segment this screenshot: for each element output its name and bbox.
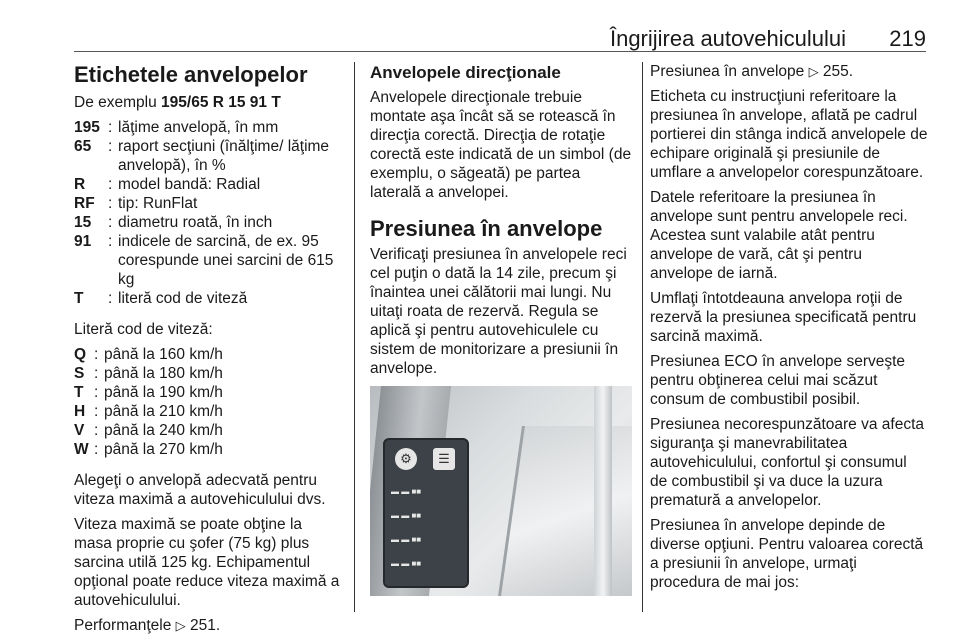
- door-edge: [594, 386, 612, 596]
- definition-sep: :: [108, 138, 113, 155]
- paragraph-max-speed: Viteza maximă se poate obţine la masa proprie cu şofer (75 kg) plus sarcina utilă 125 kg. Echipamentul opţional poate reduce viteza maximă a autovehiculului.: [74, 516, 340, 609]
- paragraph-check-pressure: Verificaţi presiunea în anvelopele reci cel puţin o dată la 14 zile, precum şi înaintea unei călătorii mai lungi. Nu uitaţi roata de rezervă. Regula se aplică şi pentru autovehiculele cu sistem de monitorizare a presiunii în anvelope.: [370, 246, 627, 377]
- header-rule: [74, 51, 926, 52]
- paragraph-cold-tyres: Datele referitoare la presiunea în anvelope sunt pentru anvelopele reci. Acestea sunt valabile atât pentru anvelope de vară, cât şi pentru anvelope de iarnă.: [650, 189, 908, 282]
- pressure-ref-text: Presiunea în anvelope: [650, 63, 805, 80]
- section-heading-tyre-labels: Etichetele anvelopelor: [74, 62, 308, 87]
- definition-key: H: [74, 403, 86, 420]
- sticker-row-4: ▬ ▬ ■■: [391, 559, 422, 568]
- definition-value: până la 210 km/h: [104, 403, 223, 420]
- paragraph-eco-pressure: Presiunea ECO în anvelope serveşte pentru obţinerea celui mai scăzut consum de combustibil posibil.: [650, 353, 906, 408]
- definition-key: 15: [74, 214, 92, 231]
- definition-sep: :: [108, 176, 113, 193]
- column-right: [650, 62, 928, 598]
- sticker-row-3: ▬ ▬ ■■: [391, 535, 422, 544]
- page-number: 219: [889, 26, 926, 51]
- paragraph-pressure-ref: [650, 62, 928, 81]
- sticker-row-1: ▬ ▬ ■■: [391, 487, 422, 496]
- definition-key: RF: [74, 195, 95, 212]
- definition-value: literă cod de viteză: [118, 290, 248, 307]
- definition-key: R: [74, 176, 86, 193]
- definition-sep: :: [108, 233, 113, 250]
- page-reference-arrow-icon: ▷: [175, 618, 186, 633]
- example-prefix: De exemplu: [74, 94, 157, 111]
- paragraph-performance-ref: [74, 616, 344, 635]
- definition-value: până la 160 km/h: [104, 346, 223, 363]
- example-line: [74, 93, 344, 112]
- manual-book-icon: ☰: [433, 448, 455, 470]
- page-header: [74, 26, 926, 50]
- speed-code-list: [74, 345, 344, 459]
- tyre-icon: ⚙: [395, 448, 417, 470]
- column-divider-1: [354, 62, 355, 612]
- definition-key: W: [74, 441, 89, 458]
- definition-key: 195: [74, 119, 100, 136]
- definition-value: indicele de sarcină, de ex. 95 corespunde unei sarcini de 615 kg: [118, 233, 334, 288]
- definition-key: 65: [74, 138, 92, 155]
- definition-key: V: [74, 422, 85, 439]
- definition-sep: :: [94, 365, 99, 382]
- definition-sep: :: [94, 422, 99, 439]
- column-middle: [370, 62, 632, 596]
- sticker-row-2: ▬ ▬ ■■: [391, 511, 422, 520]
- paragraph-directional: Anvelopele direcţionale trebuie montate aşa încât să se rotească în direcţia corectă. Direcţia de rotaţie corectă este indicată de un simbol (de exemplu, o săgeată) pe partea laterală a anvelopei.: [370, 89, 632, 201]
- speed-code-intro: Literă cod de viteză:: [74, 321, 213, 338]
- tyre-pressure-sticker: [383, 438, 469, 588]
- paragraph-incorrect-pressure: Presiunea necorespunzătoare va afecta siguranţa şi manevrabilitatea autovehiculului, confortul şi consumul de combustibil şi va duce la uzura prematură a anvelopelor.: [650, 416, 925, 509]
- definition-sep: :: [94, 384, 99, 401]
- section-heading-directional-tyres: Anvelopele direcţionale: [370, 63, 561, 82]
- definition-value: tip: RunFlat: [118, 195, 198, 212]
- definition-key: 91: [74, 233, 92, 250]
- section-heading-tyre-pressure: Presiunea în anvelope: [370, 216, 603, 241]
- paragraph-pressure-options: Presiunea în anvelope depinde de diverse opţiuni. Pentru valoarea corectă a presiunii în anvelope, urmaţi procedura de mai jos:: [650, 517, 924, 591]
- pressure-ref-page[interactable]: 255.: [822, 63, 854, 80]
- definition-sep: :: [108, 214, 113, 231]
- definition-key: Q: [74, 346, 87, 363]
- definition-value: lăţime anvelopă, în mm: [118, 119, 279, 136]
- page-reference-arrow-icon: ▷: [808, 64, 819, 79]
- paragraph-label-location: Eticheta cu instrucţiuni referitoare la presiunea în anvelope, aflată pe cadrul portierei din stânga indică anvelopele de echipare originală şi presiunile de umflare a anvelopelor corespunzătoare.: [650, 88, 928, 181]
- definition-sep: :: [94, 441, 99, 458]
- chapter-title: Îngrijirea autovehiculului: [609, 26, 846, 51]
- performance-ref-page[interactable]: 251.: [189, 617, 221, 634]
- definition-value: până la 270 km/h: [104, 441, 223, 458]
- column-divider-2: [642, 62, 643, 612]
- definition-value: până la 180 km/h: [104, 365, 223, 382]
- definition-key: S: [74, 365, 85, 382]
- paragraph-choose-tyre: Alegeţi o anvelopă adecvată pentru viteza maximă a autovehiculului dvs.: [74, 472, 326, 508]
- definition-sep: :: [108, 290, 113, 307]
- definition-key: T: [74, 290, 84, 307]
- definition-value: diametru roată, în inch: [118, 214, 273, 231]
- paragraph-spare-wheel: Umflaţi întotdeauna anvelopa roţii de rezervă la presiunea specificată pentru sarcină maximă.: [650, 290, 917, 345]
- definition-sep: :: [94, 403, 99, 420]
- definition-sep: :: [108, 195, 113, 212]
- definition-value: raport secţiuni (înălţime/ lăţime anvelopă), în %: [118, 138, 330, 174]
- column-left: [74, 62, 344, 641]
- definition-key: T: [74, 384, 84, 401]
- definition-value: până la 190 km/h: [104, 384, 223, 401]
- definition-value: model bandă: Radial: [118, 176, 261, 193]
- definition-value: până la 240 km/h: [104, 422, 223, 439]
- tyre-code-definitions: [74, 118, 344, 308]
- performance-ref-text: Performanţele: [74, 617, 172, 634]
- definition-sep: :: [94, 346, 99, 363]
- definition-sep: :: [108, 119, 113, 136]
- tyre-pressure-label-photo: [370, 386, 632, 596]
- example-code: 195/65 R 15 91 T: [161, 94, 281, 111]
